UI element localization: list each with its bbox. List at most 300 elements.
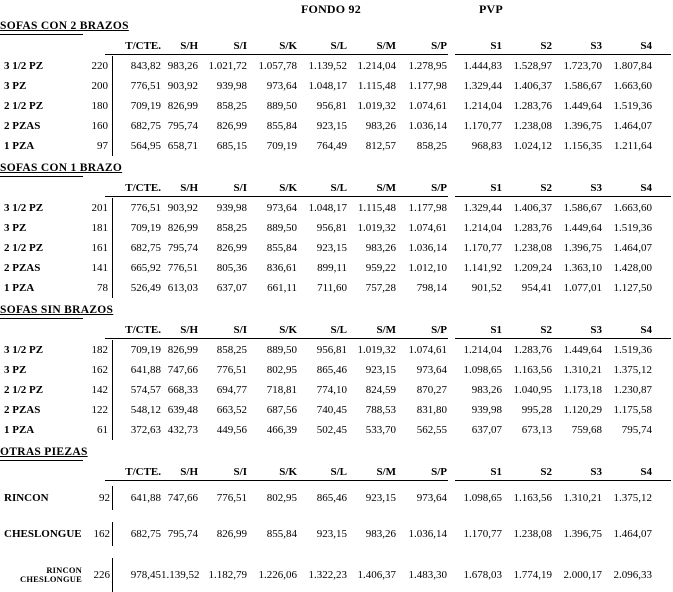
row-dimension: 162 <box>93 528 110 540</box>
price-cell: 1.163,56 <box>513 364 552 376</box>
price-cell: 956,81 <box>316 344 347 356</box>
column-header: S/I <box>233 324 247 336</box>
price-cell: 1.173,18 <box>563 384 602 396</box>
price-cell: 641,88 <box>112 486 161 510</box>
section-rows <box>0 486 673 592</box>
price-cell: 663,52 <box>216 404 247 416</box>
price-cell: 1.283,76 <box>513 100 552 112</box>
row-dimension: 78 <box>97 282 108 294</box>
group-header-row <box>0 0 673 16</box>
price-cell: 1.406,37 <box>357 569 396 581</box>
column-header: S3 <box>590 466 602 478</box>
price-cell: 747,66 <box>167 364 198 376</box>
price-cell: 923,15 <box>316 528 347 540</box>
price-cell: 1.428,00 <box>613 262 652 274</box>
price-cell: 1.396,75 <box>563 120 602 132</box>
price-cell: 1.723,70 <box>563 60 602 72</box>
row-dimension: 182 <box>91 344 108 356</box>
row-dimension: 122 <box>91 404 108 416</box>
row-label: 2 1/2 PZ <box>4 100 44 112</box>
row-label: 2 PZAS <box>4 262 41 274</box>
price-cell: 776,51 <box>112 76 161 96</box>
price-cell: 574,57 <box>112 380 161 400</box>
table-row <box>0 198 673 218</box>
price-cell: 889,50 <box>266 100 297 112</box>
price-cell: 1.483,30 <box>408 569 447 581</box>
section <box>0 18 673 156</box>
price-cell: 826,99 <box>167 344 198 356</box>
price-cell: 637,07 <box>471 424 502 436</box>
price-cell: 711,60 <box>317 282 347 294</box>
column-header-row <box>0 181 673 196</box>
price-cell: 858,25 <box>416 140 447 152</box>
price-cell: 709,19 <box>112 218 161 238</box>
header-underline <box>0 480 673 481</box>
price-cell: 747,66 <box>167 492 198 504</box>
price-cell: 901,52 <box>471 282 502 294</box>
section <box>0 302 673 440</box>
price-cell: 954,41 <box>521 282 552 294</box>
column-header: T/CTE. <box>125 466 161 478</box>
table-row <box>0 400 673 420</box>
price-cell: 759,68 <box>571 424 602 436</box>
price-cell: 1.310,21 <box>563 364 602 376</box>
price-cell: 740,45 <box>316 404 347 416</box>
price-cell: 899,11 <box>317 262 347 274</box>
column-header-row <box>0 39 673 54</box>
pvp-group-label: PVP <box>479 2 503 16</box>
row-label: 1 PZA <box>4 282 35 294</box>
price-cell: 826,99 <box>167 100 198 112</box>
price-cell: 1.021,72 <box>208 60 247 72</box>
column-header: S/K <box>279 324 297 336</box>
row-dimension: 181 <box>91 222 108 234</box>
price-cell: 1.238,08 <box>513 120 552 132</box>
row-label: 3 PZ <box>4 80 27 92</box>
price-cell: 826,99 <box>167 222 198 234</box>
section-title: SOFAS SIN BRAZOS <box>0 304 114 316</box>
column-header: S/H <box>180 40 198 52</box>
row-label: 1 PZA <box>4 424 35 436</box>
price-cell: 1.024,12 <box>513 140 552 152</box>
price-cell: 855,84 <box>266 242 297 254</box>
section-title-row <box>0 302 673 316</box>
price-cell: 1.363,10 <box>563 262 602 274</box>
price-cell: 855,84 <box>266 120 297 132</box>
price-cell: 1.663,60 <box>613 80 652 92</box>
price-cell: 1.057,78 <box>258 60 297 72</box>
row-label: 2 1/2 PZ <box>4 384 44 396</box>
section-title-row <box>0 18 673 32</box>
price-cell: 502,45 <box>316 424 347 436</box>
price-cell: 978,45 <box>112 558 161 592</box>
row-label: 3 PZ <box>4 364 27 376</box>
section-title-rule <box>0 34 83 35</box>
column-header: S/H <box>180 324 198 336</box>
section-rows <box>0 340 673 440</box>
price-cell: 1.807,84 <box>613 60 652 72</box>
row-label: 3 1/2 PZ <box>4 344 44 356</box>
row-label: 2 PZAS <box>4 120 41 132</box>
section-title: SOFAS CON 1 BRAZO <box>0 162 123 174</box>
section-title-rule <box>0 318 83 319</box>
price-cell: 1.396,75 <box>563 242 602 254</box>
price-cell: 2.000,17 <box>563 569 602 581</box>
price-cell: 668,33 <box>167 384 198 396</box>
header-spacer <box>0 465 112 480</box>
column-header: S/M <box>376 182 396 194</box>
header-underline <box>0 196 673 197</box>
price-cell: 923,15 <box>365 492 396 504</box>
table-row <box>0 136 673 156</box>
table-row <box>0 116 673 136</box>
price-cell: 939,98 <box>216 80 247 92</box>
column-header: S3 <box>590 182 602 194</box>
price-cell: 682,75 <box>112 116 161 136</box>
price-cell: 1.774,19 <box>513 569 552 581</box>
table-row <box>0 76 673 96</box>
price-cell: 1.120,29 <box>563 404 602 416</box>
price-cell: 1.329,44 <box>463 80 502 92</box>
price-cell: 1.283,76 <box>513 344 552 356</box>
column-header: S/M <box>376 466 396 478</box>
price-cell: 983,26 <box>471 384 502 396</box>
section-title-rule <box>0 176 83 177</box>
price-cell: 2.096,33 <box>613 569 652 581</box>
price-cell: 1.396,75 <box>563 528 602 540</box>
price-cell: 673,13 <box>521 424 552 436</box>
price-cell: 826,99 <box>216 242 247 254</box>
price-cell: 1.115,48 <box>357 202 396 214</box>
table-row <box>0 340 673 360</box>
column-header: S/L <box>330 466 347 478</box>
row-label: RINCON <box>4 492 49 504</box>
header-underline-left <box>105 338 448 339</box>
price-cell: 548,12 <box>112 400 161 420</box>
price-cell: 858,25 <box>216 100 247 112</box>
table-row <box>0 278 673 298</box>
column-header: S4 <box>640 324 652 336</box>
header-underline <box>0 338 673 339</box>
price-cell: 687,56 <box>266 404 297 416</box>
column-header: S/P <box>431 182 447 194</box>
section-rows <box>0 198 673 298</box>
price-cell: 665,92 <box>112 258 161 278</box>
price-cell: 1.375,12 <box>613 492 652 504</box>
header-underline-right <box>455 54 671 55</box>
price-cell: 661,11 <box>267 282 297 294</box>
row-dimension: 180 <box>91 100 108 112</box>
column-header: S/L <box>330 182 347 194</box>
price-cell: 1.019,32 <box>357 222 396 234</box>
price-cell: 372,63 <box>112 420 161 440</box>
price-cell: 1.406,37 <box>513 202 552 214</box>
row-label: 3 1/2 PZ <box>4 60 44 72</box>
price-cell: 1.586,67 <box>563 202 602 214</box>
price-cell: 1.077,01 <box>563 282 602 294</box>
table-row <box>0 238 673 258</box>
price-cell: 889,50 <box>266 222 297 234</box>
column-header: S/P <box>431 324 447 336</box>
price-cell: 1.139,52 <box>308 60 347 72</box>
column-header-row <box>0 465 673 480</box>
price-cell: 795,74 <box>167 120 198 132</box>
price-cell: 1.098,65 <box>463 492 502 504</box>
column-header: T/CTE. <box>125 40 161 52</box>
header-spacer <box>0 181 112 196</box>
price-cell: 533,70 <box>365 424 396 436</box>
price-cell: 1.170,77 <box>463 120 502 132</box>
price-cell: 812,57 <box>365 140 396 152</box>
price-cell: 1.177,98 <box>408 80 447 92</box>
price-cell: 923,15 <box>365 364 396 376</box>
price-cell: 795,74 <box>621 424 652 436</box>
section-title-row <box>0 160 673 174</box>
price-cell: 1.678,03 <box>463 569 502 581</box>
price-cell: 805,36 <box>216 262 247 274</box>
price-cell: 1.019,32 <box>357 344 396 356</box>
column-header: S/I <box>233 40 247 52</box>
column-header: T/CTE. <box>125 324 161 336</box>
price-cell: 776,51 <box>167 262 198 274</box>
column-header: S/M <box>376 40 396 52</box>
price-cell: 1.519,36 <box>613 222 652 234</box>
price-cell: 774,10 <box>316 384 347 396</box>
price-cell: 1.182,79 <box>208 569 247 581</box>
table-row <box>0 258 673 278</box>
price-cell: 757,28 <box>365 282 396 294</box>
price-cell: 562,55 <box>416 424 447 436</box>
row-label-line-2: CHESLONGUE <box>20 574 82 584</box>
price-cell: 1.238,08 <box>513 242 552 254</box>
price-cell: 968,83 <box>471 140 502 152</box>
column-header-row <box>0 323 673 338</box>
header-underline-right <box>455 338 671 339</box>
price-cell: 1.449,64 <box>563 344 602 356</box>
price-cell: 1.214,04 <box>463 344 502 356</box>
table-row <box>0 558 673 592</box>
row-dimension: 92 <box>99 492 110 504</box>
price-cell: 1.214,04 <box>357 60 396 72</box>
section-title-row <box>0 444 673 458</box>
header-underline-right <box>455 196 671 197</box>
column-header: S/K <box>279 40 297 52</box>
column-header: S/H <box>180 182 198 194</box>
price-cell: 709,19 <box>112 96 161 116</box>
column-header: S/I <box>233 182 247 194</box>
row-dimension: 160 <box>91 120 108 132</box>
price-cell: 923,15 <box>316 120 347 132</box>
price-cell: 836,61 <box>266 262 297 274</box>
price-cell: 1.238,08 <box>513 528 552 540</box>
column-header: S/P <box>431 40 447 52</box>
price-cell: 858,25 <box>216 344 247 356</box>
column-header: S/L <box>330 324 347 336</box>
section <box>0 444 673 592</box>
row-label: CHESLONGUE <box>4 528 82 540</box>
sections-container <box>0 18 673 592</box>
column-header: S/L <box>330 40 347 52</box>
price-cell: 637,07 <box>216 282 247 294</box>
price-cell: 1.211,64 <box>613 140 652 152</box>
price-cell: 564,95 <box>112 136 161 156</box>
row-dimension: 226 <box>93 569 110 581</box>
row-dimension: 200 <box>91 80 108 92</box>
row-label: 3 1/2 PZ <box>4 202 44 214</box>
price-cell: 1.163,56 <box>513 492 552 504</box>
price-cell: 1.074,61 <box>408 344 447 356</box>
column-header: S/K <box>279 182 297 194</box>
row-dimension: 97 <box>97 140 108 152</box>
price-cell: 658,71 <box>167 140 198 152</box>
section-title-rule <box>0 460 83 461</box>
table-row <box>0 360 673 380</box>
table-row <box>0 218 673 238</box>
column-header: S1 <box>490 324 502 336</box>
table-row <box>0 380 673 400</box>
price-cell: 1.283,76 <box>513 222 552 234</box>
price-cell: 973,64 <box>416 492 447 504</box>
column-header: S/K <box>279 466 297 478</box>
price-cell: 1.449,64 <box>563 100 602 112</box>
fondo-group-label: FONDO 92 <box>301 2 361 16</box>
price-cell: 956,81 <box>316 222 347 234</box>
price-cell: 983,26 <box>365 242 396 254</box>
price-cell: 973,64 <box>266 202 297 214</box>
column-header: S3 <box>590 324 602 336</box>
price-cell: 776,51 <box>216 492 247 504</box>
price-cell: 1.019,32 <box>357 100 396 112</box>
price-cell: 1.519,36 <box>613 344 652 356</box>
price-cell: 1.406,37 <box>513 80 552 92</box>
price-cell: 1.074,61 <box>408 100 447 112</box>
price-cell: 1.444,83 <box>463 60 502 72</box>
price-cell: 1.156,35 <box>563 140 602 152</box>
table-row <box>0 420 673 440</box>
price-cell: 1.226,06 <box>258 569 297 581</box>
header-underline <box>0 54 673 55</box>
price-cell: 685,15 <box>216 140 247 152</box>
price-cell: 1.519,36 <box>613 100 652 112</box>
column-header: T/CTE. <box>125 182 161 194</box>
row-dimension: 201 <box>91 202 108 214</box>
price-cell: 1.329,44 <box>463 202 502 214</box>
row-label-line-1: RINCON <box>46 565 82 575</box>
price-cell: 1.310,21 <box>563 492 602 504</box>
column-header: S1 <box>490 466 502 478</box>
row-dimension: 142 <box>91 384 108 396</box>
price-cell: 983,26 <box>365 528 396 540</box>
column-header: S/H <box>180 466 198 478</box>
row-label: 2 1/2 PZ <box>4 242 44 254</box>
price-cell: 432,73 <box>167 424 198 436</box>
price-cell: 1.209,24 <box>513 262 552 274</box>
price-cell: 1.449,64 <box>563 222 602 234</box>
price-cell: 1.141,92 <box>463 262 502 274</box>
price-cell: 709,19 <box>112 340 161 360</box>
price-cell: 795,74 <box>167 528 198 540</box>
column-header: S2 <box>540 324 552 336</box>
row-dimension: 141 <box>91 262 108 274</box>
price-cell: 718,81 <box>266 384 297 396</box>
price-cell: 855,84 <box>266 528 297 540</box>
header-spacer <box>0 323 112 338</box>
price-cell: 709,19 <box>266 140 297 152</box>
row-label: 3 PZ <box>4 222 27 234</box>
price-cell: 1.214,04 <box>463 100 502 112</box>
price-cell: 1.036,14 <box>408 120 447 132</box>
column-header: S2 <box>540 40 552 52</box>
price-cell: 1.230,87 <box>613 384 652 396</box>
header-underline-left <box>105 196 448 197</box>
price-cell: 788,53 <box>365 404 396 416</box>
row-dimension: 161 <box>91 242 108 254</box>
price-cell: 764,49 <box>316 140 347 152</box>
price-cell: 1.048,17 <box>308 80 347 92</box>
column-header: S4 <box>640 466 652 478</box>
price-cell: 1.115,48 <box>357 80 396 92</box>
price-cell: 1.170,77 <box>463 242 502 254</box>
header-underline-left <box>105 54 448 55</box>
column-header: S3 <box>590 40 602 52</box>
price-cell: 682,75 <box>112 238 161 258</box>
table-row <box>0 522 673 546</box>
price-cell: 802,95 <box>266 492 297 504</box>
price-cell: 903,92 <box>167 202 198 214</box>
section-title: SOFAS CON 2 BRAZOS <box>0 20 129 32</box>
price-cell: 1.464,07 <box>613 120 652 132</box>
price-cell: 776,51 <box>112 198 161 218</box>
column-header: S2 <box>540 182 552 194</box>
price-cell: 798,14 <box>416 282 447 294</box>
price-cell: 858,25 <box>216 222 247 234</box>
price-cell: 776,51 <box>216 364 247 376</box>
price-cell: 959,22 <box>365 262 396 274</box>
price-cell: 983,26 <box>365 120 396 132</box>
price-cell: 641,88 <box>112 360 161 380</box>
price-cell: 466,39 <box>266 424 297 436</box>
table-row <box>0 96 673 116</box>
price-cell: 639,48 <box>167 404 198 416</box>
price-cell: 802,95 <box>266 364 297 376</box>
column-header: S2 <box>540 466 552 478</box>
price-cell: 831,80 <box>416 404 447 416</box>
price-cell: 613,03 <box>167 282 198 294</box>
header-underline-right <box>455 480 671 481</box>
price-cell: 1.036,14 <box>408 528 447 540</box>
price-cell: 1.098,65 <box>463 364 502 376</box>
row-label: 1 PZA <box>4 140 35 152</box>
price-cell: 824,59 <box>365 384 396 396</box>
price-cell: 1.036,14 <box>408 242 447 254</box>
column-header: S1 <box>490 182 502 194</box>
price-cell: 995,28 <box>521 404 552 416</box>
price-cell: 1.048,17 <box>308 202 347 214</box>
column-header: S/M <box>376 324 396 336</box>
row-dimension: 220 <box>91 60 108 72</box>
price-cell: 865,46 <box>316 364 347 376</box>
price-cell: 939,98 <box>216 202 247 214</box>
price-cell: 1.074,61 <box>408 222 447 234</box>
row-label <box>0 566 84 584</box>
column-header: S4 <box>640 182 652 194</box>
price-cell: 1.177,98 <box>408 202 447 214</box>
price-cell: 1.464,07 <box>613 242 652 254</box>
price-cell: 983,26 <box>167 60 198 72</box>
section-rows <box>0 56 673 156</box>
column-header: S/P <box>431 466 447 478</box>
table-row <box>0 56 673 76</box>
